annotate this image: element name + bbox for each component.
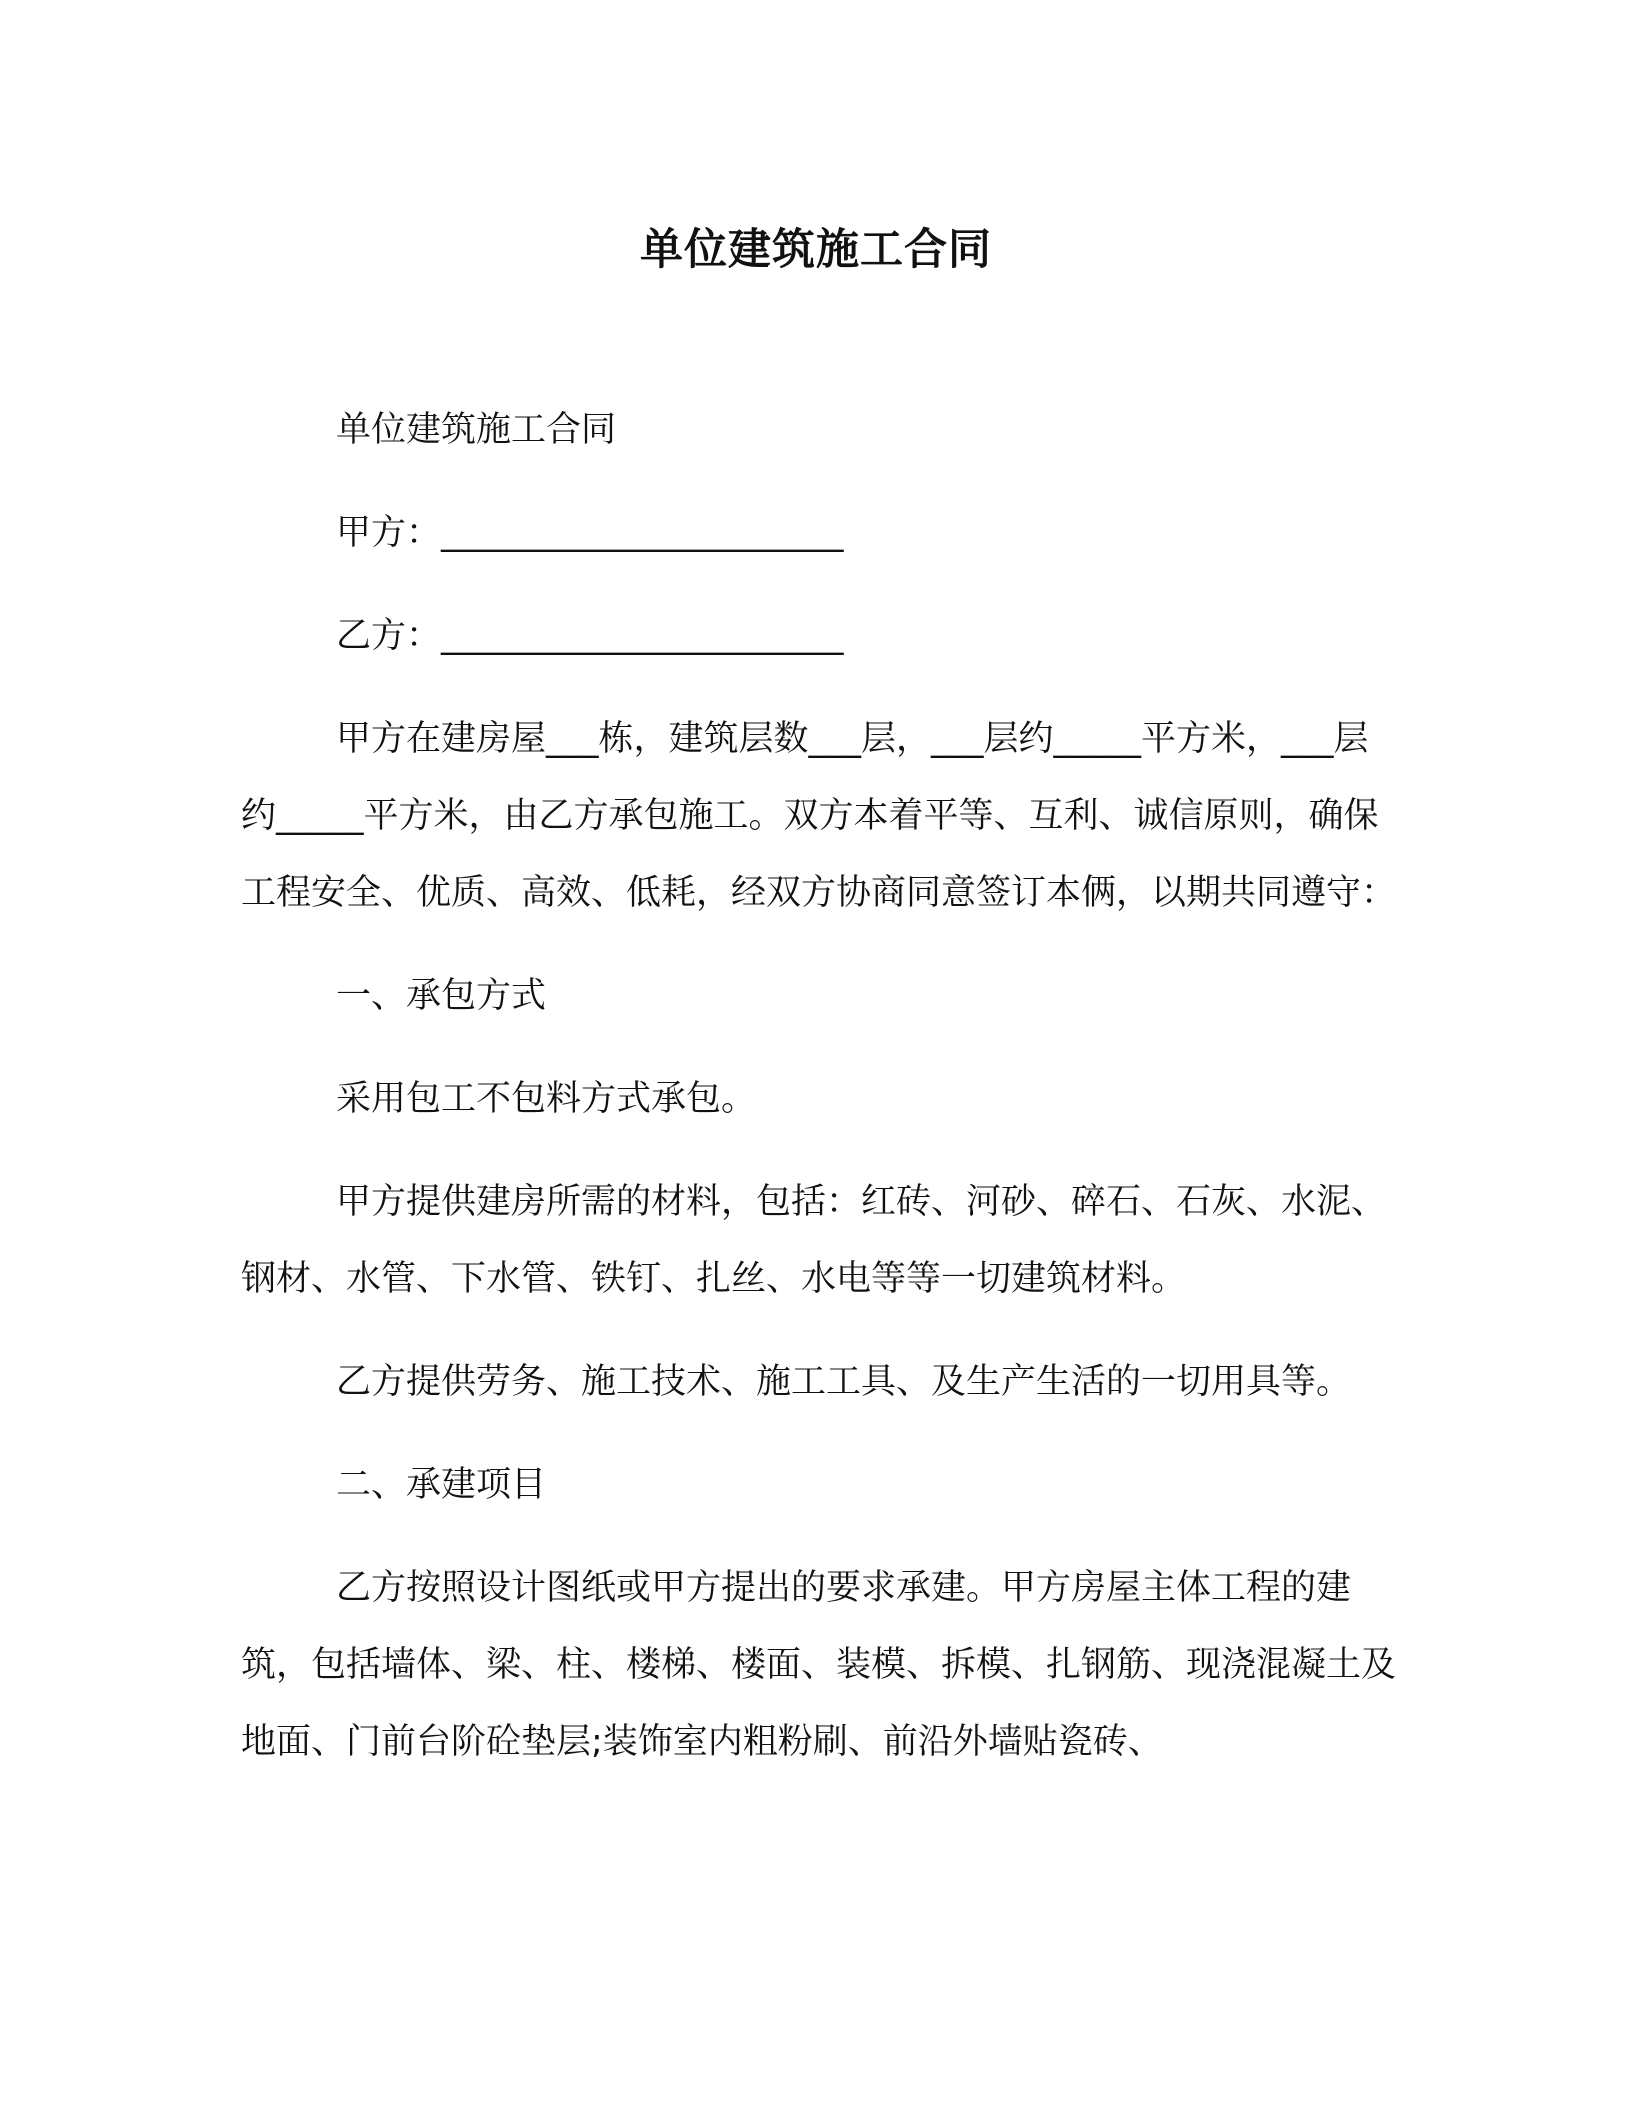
paragraph-project-scope: 乙方按照设计图纸或甲方提出的要求承建。甲方房屋主体工程的建筑，包括墙体、梁、柱、楼梯、楼面、装模、拆模、扎钢筋、现浇混凝土及地面、门前台阶砼垫层;装饰室内粗粉刷、前沿外墙贴瓷砖、 <box>241 1568 1397 1762</box>
paragraph-contract-name: 单位建筑施工合同 <box>336 410 617 450</box>
paragraph-party-a: 甲方：_______________________ <box>336 513 844 553</box>
paragraph-preamble: 甲方在建房屋___栋，建筑层数___层，___层约_____平方米，___层约_____平方米，由乙方承包施工。双方本着平等、互利、诚信原则，确保工程安全、优质、高效、低耗，经双方协商同意签订本俩，以期共同遵守： <box>241 719 1397 913</box>
section-heading-contract-method: 一、承包方式 <box>336 976 547 1016</box>
section-heading-project: 二、承建项目 <box>336 1465 547 1505</box>
document-body <box>241 392 1401 1807</box>
paragraph-party-b-services: 乙方提供劳务、施工技术、施工工具、及生产生活的一切用具等。 <box>336 1362 1352 1402</box>
paragraph-party-a-materials: 甲方提供建房所需的材料，包括：红砖、河砂、碎石、石灰、水泥、钢材、水管、下水管、铁钉、扎丝、水电等等一切建筑材料。 <box>241 1182 1387 1299</box>
paragraph-party-b: 乙方：_______________________ <box>336 616 844 656</box>
paragraph-contract-method: 采用包工不包料方式承包。 <box>336 1079 757 1119</box>
document-title: 单位建筑施工合同 <box>640 225 992 275</box>
